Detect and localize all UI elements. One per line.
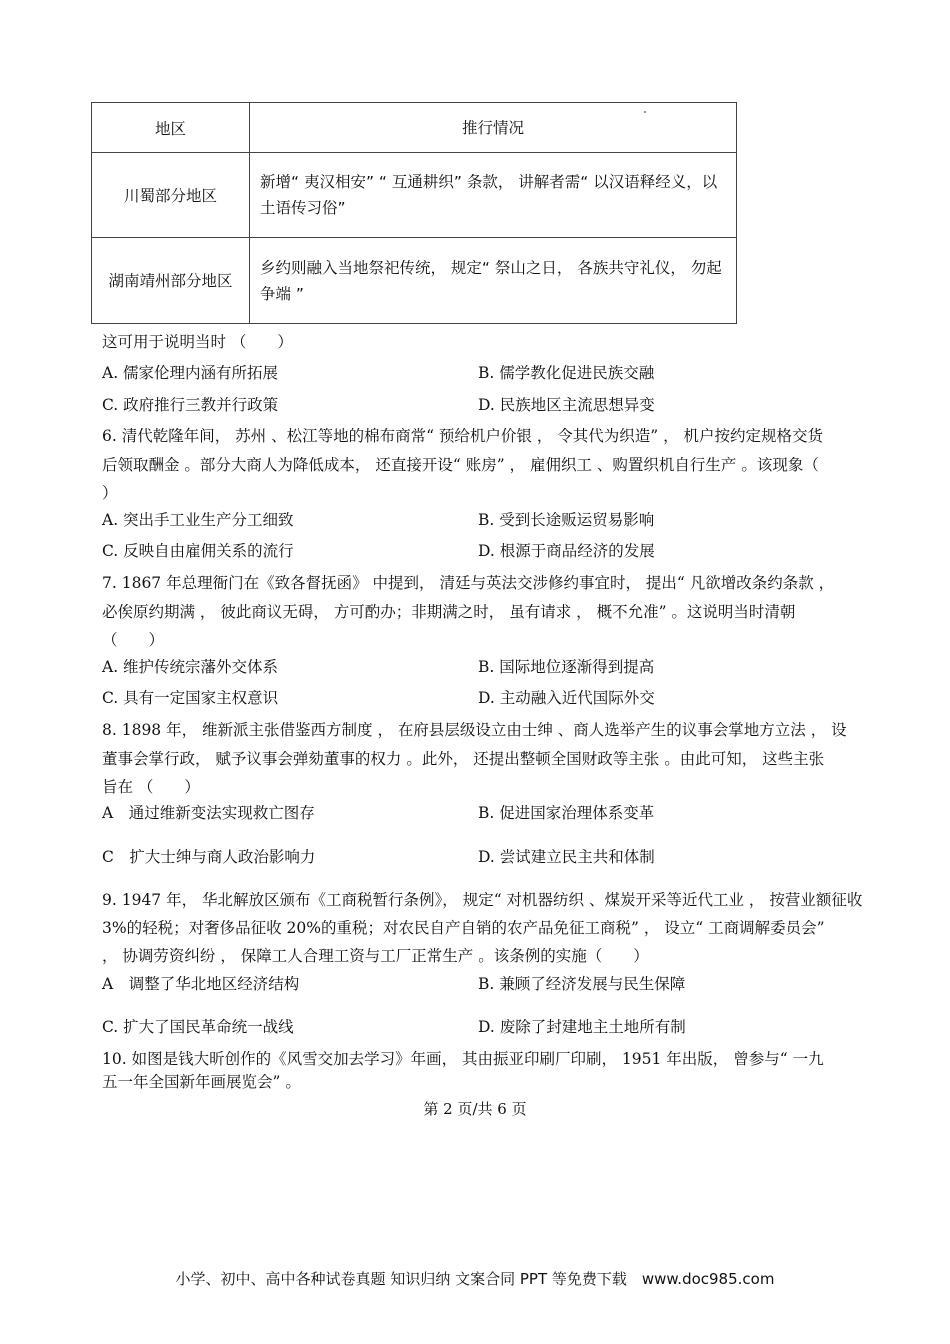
- question-10-line-1: 10. 如图是钱大昕创作的《风雪交加去学习》年画， 其由振亚印刷厂印刷， 1951 年出版， 曾参与“ 一九: [102, 1050, 824, 1068]
- table-cell-practice: 乡约则融入当地祭祀传统， 规定“ 祭山之日， 各族共守礼仪， 勿起争端 ”: [250, 238, 737, 324]
- question-9-option-d: D. 废除了封建地主土地所有制: [478, 1018, 686, 1036]
- question-6-line-3: ）: [102, 484, 118, 502]
- question-9-line-3: ， 协调劳资纠纷 ， 保障工人合理工资与工厂正常生产 。该条例的实施（ ）: [102, 947, 649, 965]
- question-9-option-c: C. 扩大了国民革命统一战线: [102, 1018, 294, 1036]
- page-number: 第 2 页/共 6 页: [423, 1100, 527, 1118]
- question-10-line-2: 五一年全国新年画展览会” 。: [102, 1073, 301, 1091]
- footer-advert: 小学、初中、高中各种试卷真题 知识归纳 文案合同 PPT 等免费下载 www.doc985.com: [175, 1270, 775, 1288]
- question-6-line-2: 后领取酬金 。部分大商人为降低成本， 还直接开设“ 账房” ， 雇佣织工 、购置织机自行生产 。该现象（: [102, 456, 819, 474]
- question-8-line-2: 董事会掌行政， 赋予议事会弹劾董事的权力 。此外， 还提出整顿全国财政等主张 。由此可知， 这些主张: [102, 750, 825, 768]
- question-5-option-c: C. 政府推行三教并行政策: [102, 396, 279, 414]
- question-5-option-d: D. 民族地区主流思想异变: [478, 396, 655, 414]
- question-7-line-1: 7. 1867 年总理衙门在《致各督抚函》 中提到， 清廷与英法交涉修约事宜时， 提出“ 凡欲增改条约条款 ，: [102, 574, 835, 592]
- table-cell-practice: 新增“ 夷汉相安” “ 互通耕织” 条款， 讲解者需“ 以汉语释经义，以土语传习俗”: [250, 153, 737, 238]
- question-8-option-d: D. 尝试建立民主共和体制: [478, 848, 655, 866]
- question-7-option-a: A. 维护传统宗藩外交体系: [102, 658, 279, 676]
- table-header-row: [92, 103, 737, 153]
- table-header-cell: 地区: [92, 103, 250, 153]
- region-table: [91, 102, 737, 324]
- question-6-option-b: B. 受到长途贩运贸易影响: [478, 511, 655, 529]
- question-5-stem: 这可用于说明当时 （ ）: [102, 333, 293, 351]
- question-7-option-c: C. 具有一定国家主权意识: [102, 689, 279, 707]
- question-7-line-2: 必俟原约期满 ， 彼此商议无碍， 方可酌办；非期满之时， 虽有请求 ， 概不允准” 。这说明当时清朝: [102, 603, 796, 621]
- question-8-line-3: 旨在 （ ）: [102, 778, 200, 796]
- question-6-option-d: D. 根源于商品经济的发展: [478, 542, 655, 560]
- question-8-option-c: C 扩大士绅与商人政治影响力: [102, 848, 316, 866]
- question-9-option-a: A 调整了华北地区经济结构: [102, 975, 300, 993]
- table-row: [92, 153, 737, 238]
- question-6-option-a: A. 突出手工业生产分工细致: [102, 511, 294, 529]
- question-5-option-a: A. 儒家伦理内涵有所拓展: [102, 364, 279, 382]
- question-8-option-b: B. 促进国家治理体系变革: [478, 804, 655, 822]
- table-cell-region: 川蜀部分地区: [92, 153, 250, 238]
- table-header-cell: 推行情况: [250, 103, 737, 153]
- table-row: [92, 238, 737, 324]
- question-7-option-b: B. 国际地位逐渐得到提高: [478, 658, 655, 676]
- question-7-option-d: D. 主动融入近代国际外交: [478, 689, 655, 707]
- scan-dot: [644, 111, 646, 113]
- question-9-line-2: 3%的轻税；对奢侈品征收 20%的重税；对农民自产自销的农产品免征工商税” ， 设立“ 工商调解委员会”: [102, 919, 825, 937]
- question-9-option-b: B. 兼顾了经济发展与民生保障: [478, 975, 686, 993]
- table-cell-region: 湖南靖州部分地区: [92, 238, 250, 324]
- question-6-option-c: C. 反映自由雇佣关系的流行: [102, 542, 294, 560]
- question-6-line-1: 6. 清代乾隆年间， 苏州 、松江等地的棉布商常“ 预给机户价银 ， 令其代为织造” ， 机户按约定规格交货: [102, 427, 824, 445]
- question-7-line-3: （ ）: [102, 631, 165, 649]
- question-5-option-b: B. 儒学教化促进民族交融: [478, 364, 655, 382]
- question-8-option-a: A 通过维新变法实现救亡图存: [102, 804, 315, 822]
- question-9-line-1: 9. 1947 年， 华北解放区颁布《工商税暂行条例》， 规定“ 对机器纺织 、煤炭开采等近代工业 ， 按营业额征收: [102, 891, 863, 909]
- question-8-line-1: 8. 1898 年， 维新派主张借鉴西方制度 ， 在府县层级设立由士绅 、商人选举产生的议事会掌地方立法 ， 设: [102, 721, 847, 739]
